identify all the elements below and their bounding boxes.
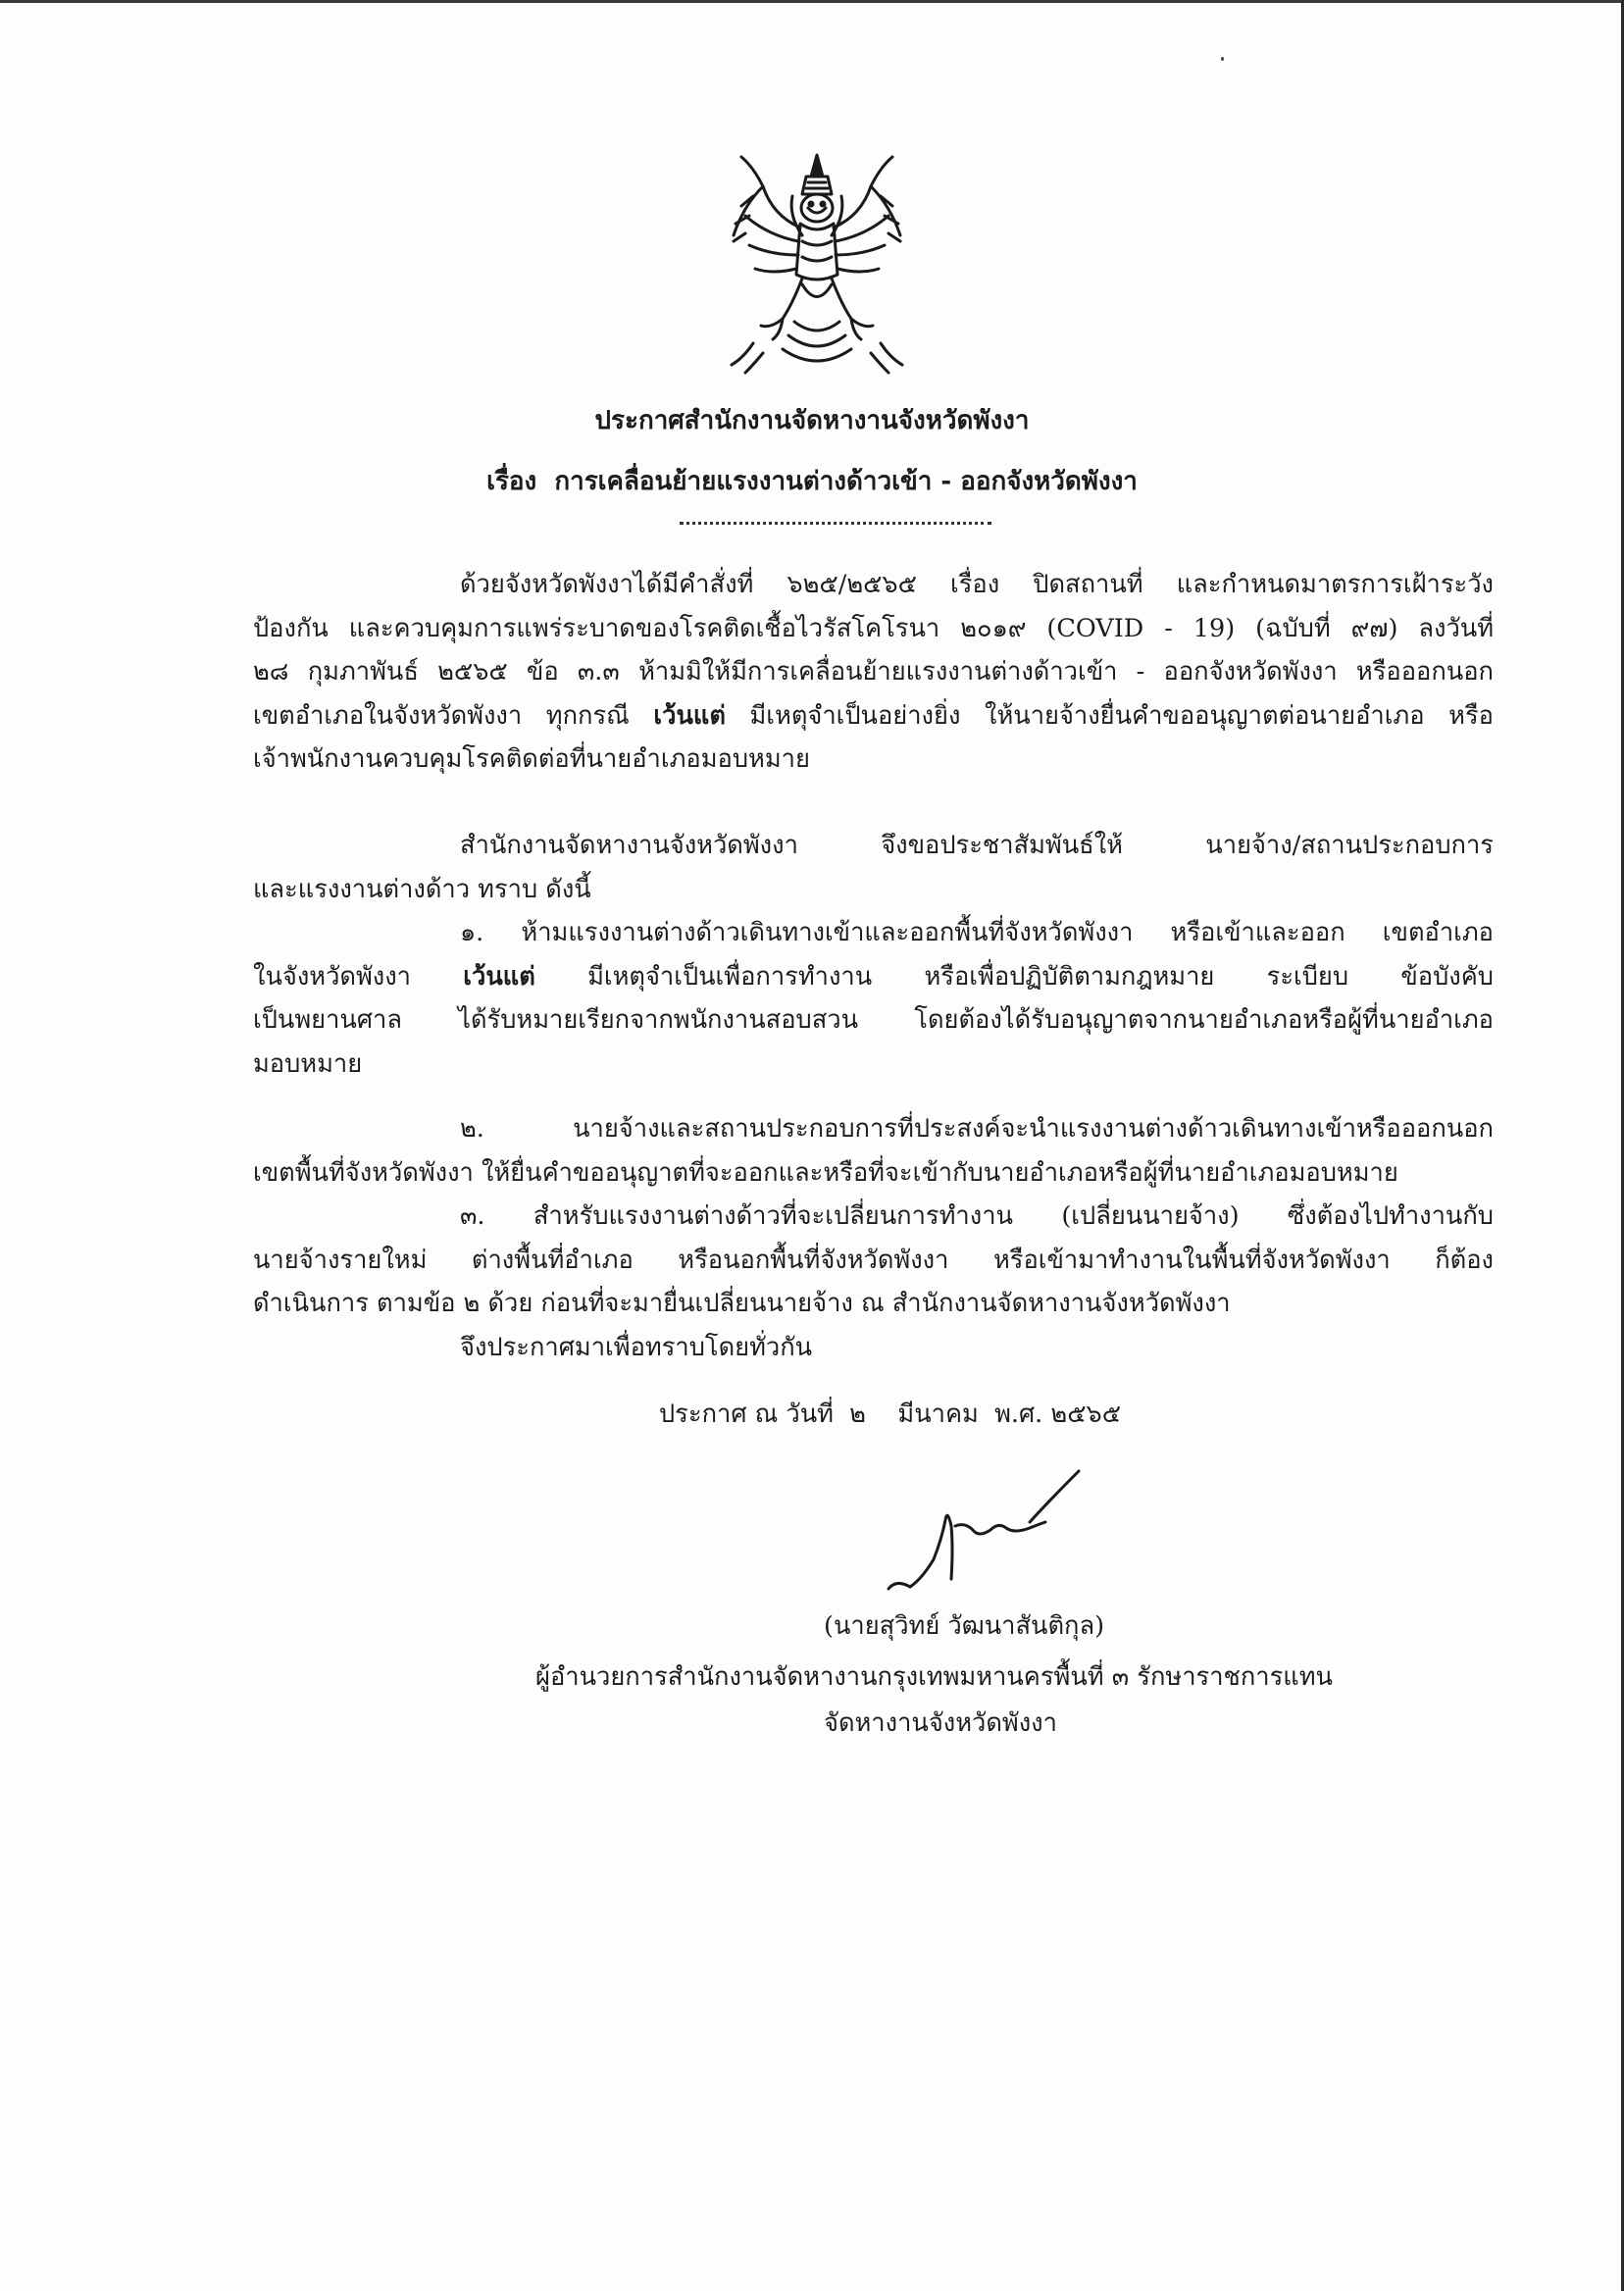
text-line: เขตพื้นที่จังหวัดพังงา ให้ยื่นคำขออนุญาตที่จะออกและหรือที่จะเข้ากับนายอำเภอหรือผู้ที่นายอำเภอมอบหมาย	[253, 1157, 1398, 1188]
text-run: มีเหตุจำเป็นเพื่อการทำงาน หรือเพื่อปฏิบัติตามกฎหมาย ระเบียบ ข้อบังคับ	[534, 961, 1494, 992]
date-year: ๒๕๖๕	[1050, 1400, 1122, 1429]
text-line: เจ้าพนักงานควบคุมโรคติดต่อที่นายอำเภอมอบหมาย	[253, 744, 810, 774]
paragraph-1	[253, 565, 1494, 784]
garuda-emblem-icon	[724, 147, 910, 378]
list-item-3	[253, 1196, 1494, 1328]
subject-prefix: เรื่อง	[486, 467, 537, 496]
scan-speck	[1221, 57, 1224, 61]
text-line: สำนักงานจัดหางานจังหวัดพังงา จึงขอประชาสัมพันธ์ให้ นายจ้าง/สถานประกอบการ	[460, 831, 1494, 860]
text-run: เขตอำเภอในจังหวัดพังงา ทุกกรณี	[253, 700, 654, 731]
text-line: ดำเนินการ ตามข้อ ๒ ด้วย ก่อนที่จะมายื่นเปลี่ยนนายจ้าง ณ สำนักงานจัดหางานจังหวัดพังงา	[253, 1289, 1231, 1318]
text-line: จึงประกาศมาเพื่อทราบโดยทั่วกัน	[460, 1333, 813, 1362]
emphasis-text: เว้นแต่	[463, 961, 535, 992]
text-line	[253, 957, 1494, 1001]
paragraph-2	[253, 826, 1494, 913]
text-line: ด้วยจังหวัดพังงาได้มีคำสั่งที่ ๖๒๕/๒๕๖๕ เรื่อง ปิดสถานที่ และกำหนดมาตรการเฝ้าระวัง	[460, 570, 1494, 599]
text-line: มอบหมาย	[253, 1048, 363, 1079]
list-item-1	[253, 913, 1494, 1088]
document-title: ประกาศสำนักงานจัดหางานจังหวัดพังงา	[594, 406, 1030, 435]
text-line: ๒๘ กุมภาพันธ์ ๒๕๖๕ ข้อ ๓.๓ ห้ามมิให้มีการเคลื่อนย้ายแรงงานต่างด้าวเข้า - ออกจังหวัดพังงา หรือออกนอก	[253, 657, 1494, 687]
date-era: พ.ศ.	[994, 1400, 1043, 1429]
date-prefix: ประกาศ ณ วันที่	[659, 1400, 834, 1429]
signer-name: (นายสุวิทย์ วัฒนาสันติกุล)	[824, 1611, 1105, 1641]
handwritten-signature-icon	[883, 1432, 1177, 1608]
text-line: ป้องกัน และควบคุมการแพร่ระบาดของโรคติดเชื้อไวรัสโคโรนา ๒๐๑๙ (COVID - 19) (ฉบับที่ ๙๗) ลงวันที่	[253, 613, 1494, 643]
closing-line	[460, 1328, 812, 1372]
title-separator	[680, 522, 991, 525]
text-run: มีเหตุจำเป็นอย่างยิ่ง ให้นายจ้างยื่นคำขออนุญาตต่อนายอำเภอ หรือ	[725, 700, 1494, 731]
document-subject	[0, 461, 1624, 501]
signer-position-line-2: จัดหางานจังหวัดพังงา	[824, 1708, 1057, 1738]
date-month: มีนาคม	[897, 1400, 979, 1429]
date-day: ๒	[849, 1400, 866, 1429]
emphasis-text: เว้นแต่	[653, 700, 726, 731]
text-line: เป็นพยานศาล ได้รับหมายเรียกจากพนักงานสอบสวน โดยต้องได้รับอนุญาตจากนายอำเภอหรือผู้ที่นายอำเภอ	[253, 1005, 1494, 1035]
text-run: ในจังหวัดพังงา	[253, 961, 464, 992]
text-line: ๑. ห้ามแรงงานต่างด้าวเดินทางเข้าและออกพื้นที่จังหวัดพังงา หรือเข้าและออก เขตอำเภอ	[460, 918, 1494, 947]
text-line	[253, 696, 1494, 740]
text-line: และแรงงานต่างด้าว ทราบ ดังนี้	[253, 874, 591, 904]
text-line: ๒. นายจ้างและสถานประกอบการที่ประสงค์จะนำแรงงานต่างด้าวเดินทางเข้าหรือออกนอก	[460, 1114, 1494, 1144]
subject-text: การเคลื่อนย้ายแรงงานต่างด้าวเข้า - ออกจังหวัดพังงา	[554, 467, 1138, 496]
list-item-2	[253, 1109, 1494, 1196]
scan-edge-top	[0, 0, 1624, 3]
signer-position-line-1: ผู้อำนวยการสำนักงานจัดหางานกรุงเทพมหานครพื้นที่ ๓ รักษาราชการแทน	[535, 1662, 1333, 1692]
text-line: ๓. สำหรับแรงงานต่างด้าวที่จะเปลี่ยนการทำงาน (เปลี่ยนนายจ้าง) ซึ่งต้องไปทำงานกับ	[460, 1201, 1494, 1231]
text-line: นายจ้างรายใหม่ ต่างพื้นที่อำเภอ หรือนอกพื้นที่จังหวัดพังงา หรือเข้ามาทำงานในพื้นที่จังหวัดพังงา ก็ต้อง	[253, 1245, 1494, 1275]
